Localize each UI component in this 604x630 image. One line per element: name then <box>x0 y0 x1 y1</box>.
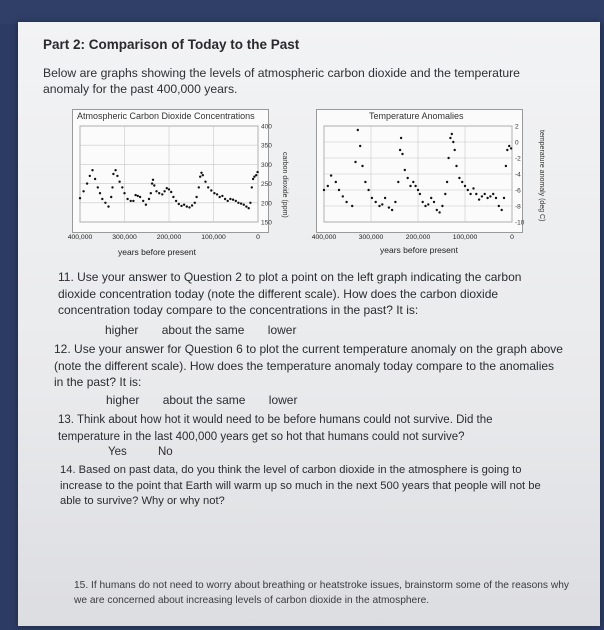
co2-x-tick-label: 0 <box>256 234 260 241</box>
co2-data-point <box>111 186 113 188</box>
temp-data-point <box>323 189 325 191</box>
co2-x-tick-label: 400,000 <box>67 234 93 241</box>
temp-x-tick-label: 200,000 <box>405 234 431 241</box>
temp-data-point <box>345 201 347 203</box>
temp-data-point <box>492 193 494 195</box>
co2-data-point <box>191 204 193 206</box>
temp-data-point <box>433 201 435 203</box>
co2-y-tick-label: 150 <box>261 219 272 227</box>
temp-data-point <box>327 185 329 187</box>
temp-data-point <box>354 161 356 163</box>
temp-data-point <box>414 185 416 187</box>
co2-ylabel: carbon dioxide (ppm) <box>281 152 288 218</box>
page-title: Part 2: Comparison of Today to the Past <box>43 37 300 52</box>
temperature-chart-title: Temperature Anomalies <box>369 111 464 121</box>
co2-x-tick-label: 100,000 <box>201 234 226 241</box>
co2-data-point <box>255 174 257 176</box>
q11-option-lower[interactable]: lower <box>267 323 297 337</box>
co2-y-tick-label: 200 <box>261 200 272 208</box>
temp-data-point <box>391 209 393 211</box>
temp-data-point <box>505 165 507 167</box>
q12-option-lower[interactable]: lower <box>268 393 298 407</box>
question-11-number: 11. <box>58 270 74 284</box>
temp-data-point <box>489 195 491 197</box>
temp-data-point <box>454 149 456 151</box>
temp-data-point <box>422 201 424 203</box>
question-15-number: 15. <box>74 580 89 591</box>
temperature-ylabel: temperature anomaly (deg C) <box>538 130 545 222</box>
co2-data-point <box>178 203 180 205</box>
temp-data-point <box>427 203 429 205</box>
temp-data-point <box>407 177 409 179</box>
co2-data-point <box>188 206 190 208</box>
question-13-text: Think about how hot it would need to be before humans could not survive. Did the temperature in the last 400,000 years get so hot that humans could not survive? <box>58 414 493 443</box>
co2-data-point <box>118 181 120 183</box>
temp-y-tick-label: 0 <box>515 139 519 147</box>
question-11-options <box>105 323 316 337</box>
temp-data-point <box>506 149 508 151</box>
temp-x-tick-label: 300,000 <box>358 234 384 241</box>
co2-data-point <box>245 205 247 207</box>
co2-data-point <box>104 202 106 204</box>
temp-data-point <box>409 185 411 187</box>
co2-data-point <box>86 182 88 184</box>
temp-y-tick-label: -8 <box>515 203 521 211</box>
temp-data-point <box>481 195 483 197</box>
temp-data-point <box>401 153 403 155</box>
co2-y-tick-label: 400 <box>261 123 272 131</box>
co2-data-point <box>82 190 84 192</box>
temp-data-point <box>510 147 512 149</box>
temp-data-point <box>503 197 505 199</box>
temp-data-point <box>508 145 510 147</box>
co2-data-point <box>114 169 116 171</box>
co2-data-point <box>202 174 204 176</box>
temp-data-point <box>404 169 406 171</box>
question-12 <box>54 341 564 391</box>
temp-data-point <box>472 187 474 189</box>
co2-data-point <box>89 175 91 177</box>
co2-xlabel: years before present <box>118 247 196 257</box>
temp-y-tick-label: -4 <box>515 171 521 179</box>
co2-data-point <box>235 200 237 202</box>
co2-data-point <box>150 192 152 194</box>
co2-data-point <box>186 205 188 207</box>
temp-data-point <box>486 197 488 199</box>
co2-data-point <box>213 192 215 194</box>
temp-data-point <box>361 165 363 167</box>
co2-data-point <box>204 181 206 183</box>
co2-data-point <box>221 195 223 197</box>
temp-data-point <box>498 205 500 207</box>
question-14-text: Based on past data, do you think the level of carbon dioxide in the atmosphere is going to increase to the point that Earth will warm up so much in the next 500 years that people will not be able to survive? Why or why not? <box>60 464 541 507</box>
temp-data-point <box>464 185 466 187</box>
co2-data-point <box>121 186 123 188</box>
temp-data-point <box>446 181 448 183</box>
co2-data-point <box>172 196 174 198</box>
temp-data-point <box>417 189 419 191</box>
question-13-options <box>108 446 193 458</box>
co2-data-point <box>151 182 153 184</box>
co2-data-point <box>107 205 109 207</box>
top-bar <box>0 0 604 24</box>
temp-data-point <box>444 193 446 195</box>
temp-data-point <box>381 203 383 205</box>
temp-data-point <box>452 141 454 143</box>
temp-data-point <box>467 189 469 191</box>
question-12-number: 12. <box>54 342 71 356</box>
temp-data-point <box>436 209 438 211</box>
co2-data-point <box>198 186 200 188</box>
temp-y-tick-label: -2 <box>515 155 521 163</box>
temp-data-point <box>419 193 421 195</box>
co2-data-point <box>252 178 254 180</box>
temp-data-point <box>447 157 449 159</box>
co2-data-point <box>248 207 250 209</box>
co2-data-point <box>161 193 163 195</box>
co2-data-point <box>123 192 125 194</box>
co2-data-point <box>199 176 201 178</box>
temp-y-tick-label: -6 <box>515 187 521 195</box>
temp-data-point <box>501 209 503 211</box>
co2-data-point <box>137 195 139 197</box>
co2-data-point <box>180 205 182 207</box>
question-12-text: Use your answer for Question 6 to plot the current temperature anomaly on the graph above (note the different scale). How does the temperature anomaly today compare to the anomalies in the past? It is: <box>54 342 563 389</box>
co2-x-tick-label: 300,000 <box>112 234 137 241</box>
co2-data-point <box>110 196 112 198</box>
co2-data-point <box>145 204 147 206</box>
co2-data-point <box>134 194 136 196</box>
co2-data-point <box>232 199 234 201</box>
worksheet-page <box>18 22 600 626</box>
co2-data-point <box>112 173 114 175</box>
temp-data-point <box>469 193 471 195</box>
temp-data-point <box>438 211 440 213</box>
question-12-options <box>106 393 317 407</box>
co2-data-point <box>91 169 93 171</box>
q13-option-no[interactable]: No <box>157 446 173 458</box>
temp-data-point <box>399 149 401 151</box>
co2-data-point <box>99 192 101 194</box>
co2-data-point <box>139 196 141 198</box>
temp-data-point <box>335 181 337 183</box>
temp-data-point <box>430 197 432 199</box>
co2-data-point <box>195 196 197 198</box>
co2-data-point <box>116 175 118 177</box>
co2-data-point <box>132 200 134 202</box>
temp-data-point <box>367 189 369 191</box>
co2-data-point <box>243 204 245 206</box>
co2-data-point <box>163 190 165 192</box>
temp-data-point <box>384 197 386 199</box>
co2-data-point <box>170 191 172 193</box>
co2-data-point <box>224 198 226 200</box>
temp-data-point <box>394 201 396 203</box>
co2-data-point <box>183 204 185 206</box>
question-14 <box>60 463 560 510</box>
temp-data-point <box>330 174 332 176</box>
co2-data-point <box>175 200 177 202</box>
co2-data-point <box>251 186 253 188</box>
co2-data-point <box>207 186 209 188</box>
temp-data-point <box>455 165 457 167</box>
co2-data-point <box>155 190 157 192</box>
q12-option-higher[interactable]: higher <box>106 393 140 407</box>
temp-data-point <box>449 137 451 139</box>
temp-data-point <box>412 181 414 183</box>
co2-data-point <box>158 192 160 194</box>
temp-x-tick-label: 100,000 <box>452 234 478 241</box>
question-11 <box>58 269 558 319</box>
temp-data-point <box>375 201 377 203</box>
temperature-xlabel: years before present <box>380 245 458 255</box>
co2-data-point <box>101 198 103 200</box>
temp-x-tick-label: 400,000 <box>311 234 337 241</box>
temp-x-tick-label: 0 <box>510 234 514 241</box>
temp-data-point <box>342 195 344 197</box>
temp-data-point <box>484 193 486 195</box>
co2-data-point <box>126 198 128 200</box>
temp-data-point <box>351 205 353 207</box>
co2-data-point <box>79 197 81 199</box>
co2-chart-title: Atmospheric Carbon Dioxide Concentrations <box>77 111 255 121</box>
co2-data-point <box>168 188 170 190</box>
temp-y-tick-label: 2 <box>515 123 519 131</box>
temp-data-point <box>378 205 380 207</box>
co2-data-point <box>148 198 150 200</box>
co2-x-tick-label: 200,000 <box>156 234 182 241</box>
question-11-text: Use your answer to Question 2 to plot a point on the left graph indicating the carbon dioxide concentration today (note the different scale). How does the carbon dioxide concentration today compare to the concentrations in the past? It is: <box>58 270 522 317</box>
co2-data-point <box>130 200 132 202</box>
temp-y-tick-label: -10 <box>515 219 525 227</box>
co2-data-point <box>256 171 258 173</box>
temp-data-point <box>364 181 366 183</box>
temp-data-point <box>458 177 460 179</box>
co2-data-point <box>249 202 251 204</box>
co2-data-point <box>194 202 196 204</box>
co2-data-point <box>240 202 242 204</box>
co2-data-point <box>229 198 231 200</box>
q11-option-about-same[interactable]: about the same <box>161 323 245 337</box>
temp-data-point <box>451 133 453 135</box>
temp-data-point <box>461 181 463 183</box>
co2-data-point <box>153 184 155 186</box>
temp-data-point <box>388 206 390 208</box>
co2-data-point <box>216 193 218 195</box>
co2-data-point <box>97 186 99 188</box>
q13-option-yes[interactable]: Yes <box>108 446 127 458</box>
co2-y-tick-label: 250 <box>261 181 272 189</box>
temp-data-point <box>371 197 373 199</box>
co2-data-point <box>142 200 144 202</box>
question-15-text: If humans do not need to worry about breathing or heatstroke issues, brainstorm some of the reasons why we are concerned about increasing levels of carbon dioxide in the atmosphere. <box>74 580 569 606</box>
question-13 <box>58 412 538 445</box>
co2-data-point <box>219 196 221 198</box>
question-14-number: 14. <box>60 464 76 476</box>
question-15 <box>74 579 574 608</box>
co2-data-point <box>94 178 96 180</box>
co2-data-point <box>237 202 239 204</box>
co2-data-point <box>227 200 229 202</box>
question-13-number: 13. <box>58 414 74 426</box>
co2-data-point <box>152 179 154 181</box>
co2-data-point <box>200 172 202 174</box>
temp-data-point <box>478 198 480 200</box>
temp-data-point <box>357 129 359 131</box>
temp-data-point <box>400 137 402 139</box>
temp-data-point <box>475 193 477 195</box>
temp-data-point <box>359 145 361 147</box>
temp-data-point <box>397 181 399 183</box>
co2-data-point <box>210 189 212 191</box>
co2-y-tick-label: 300 <box>261 161 272 169</box>
temp-data-point <box>495 197 497 199</box>
temp-data-point <box>441 205 443 207</box>
temp-data-point <box>424 205 426 207</box>
co2-y-tick-label: 350 <box>261 142 272 150</box>
co2-data-point <box>166 187 168 189</box>
temp-data-point <box>338 189 340 191</box>
q12-option-about-same[interactable]: about the same <box>162 393 246 407</box>
intro-text: Below are graphs showing the levels of atmospheric carbon dioxide and the temperature anomaly for the past 400,000 years. <box>43 66 520 96</box>
q11-option-higher[interactable]: higher <box>105 323 139 337</box>
